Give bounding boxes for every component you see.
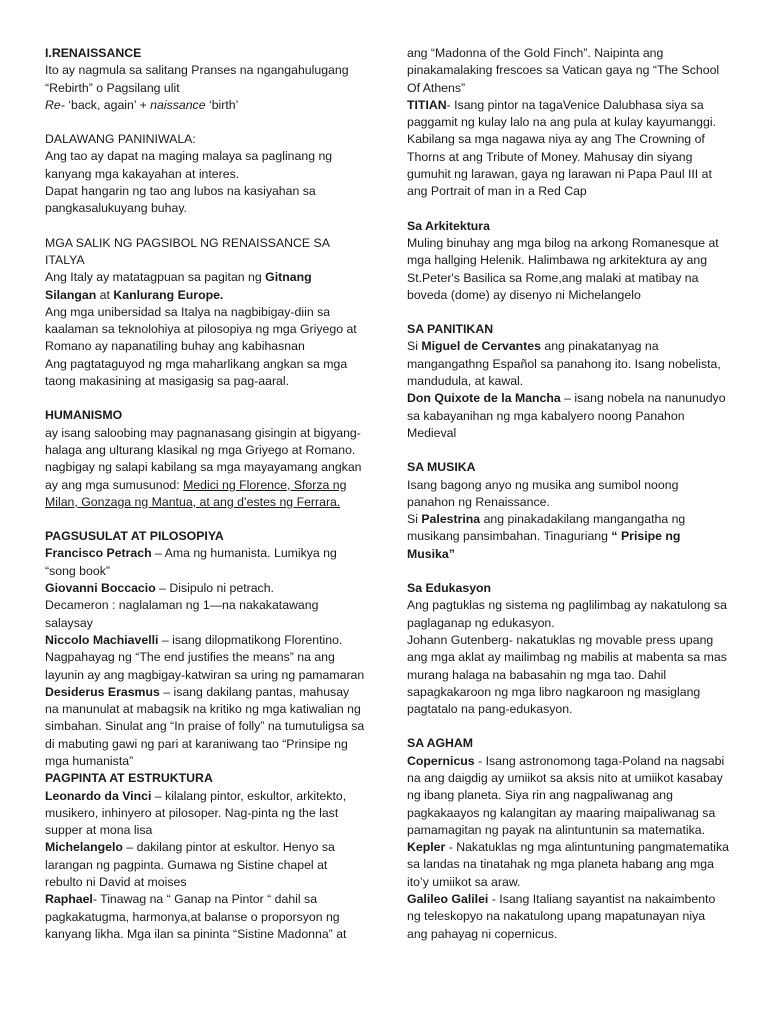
edukasyon-heading: Sa Edukasyon	[407, 581, 492, 596]
decameron-entry: Decameron : naglalaman ng 1—na nakakatawang salaysay	[45, 598, 319, 630]
cervantes-entry: Si Miguel de Cervantes ang pinakatanyag na mangangathng Español sa panahong ito. Isang nobelista, mandudula, at kawal.	[407, 339, 721, 389]
titian-entry: TITIAN- Isang pintor na tagaVenice Dalubhasa siya sa paggamit ng kulay lalo na ang pula at kulay kayumanggi. Kabilang sa mga nagawa niya ay ang The Crowning of Thorns at ang Tribute of Money. Mahusay din siyang gumuhit ng larawan, gaya ng larawan ni Papa Paul III at ang Portrait of man in a Red Cap	[407, 97, 716, 199]
humanismo-text: ay isang saloobing may pagnanasang gisingin at bigyang-halaga ang ulturang klasikal ng mga Griyego at Romano. nagbigay ng salapi kabilang sa mga mayayamang angkan ay ang mga sumusunod: Medici ng Florence, Sforza ng Milan, Gonzaga ng Mantua, at ang d’estes ng Ferrara.	[45, 425, 362, 509]
dalawang-belief-1: Ang tao ay dapat na maging malaya sa paglinang ng kanyang mga kakayahan at interes.	[45, 149, 333, 181]
edukasyon-text: Ang pagtuklas ng sistema ng paglilimbag ay nakatulong sa paglaganap ng edukasyon.	[407, 598, 727, 630]
kepler-entry: Kepler - Nakatuklas ng mga alintuntuning pangmatematika sa landas na tinatahak ng mga planeta habang ang mga ito’y umiikot sa araw.	[407, 840, 729, 889]
left-column	[45, 45, 365, 943]
humanismo-heading: HUMANISMO	[45, 408, 123, 423]
raphael-entry: Raphael- Tinawag na “ Ganap na Pintor “ dahil sa pagkakatugma, harmonya,at balanse o proporsyon ng kanyang likha. Mga ilan sa pinintа “Sistine Madonna” at	[45, 892, 347, 941]
pagpinta-heading: PAGPINTA AT ESTRUKTURA	[45, 771, 213, 786]
boccacio-entry: Giovanni Boccacio – Disipulo ni petrach.	[45, 581, 274, 596]
musika-text: Isang bagong anyo ng musika ang sumibol noong panahon ng Renaissance.	[407, 477, 679, 509]
petrach-entry: Francisco Petrach – Ama ng humanista. Lumikya ng “song book”	[45, 546, 337, 578]
renaissance-heading: I.RENAISSANCE	[45, 46, 142, 60]
renaissance-etymology: Re- ‘back, again’ + naissance ‘birth’	[45, 97, 239, 112]
dalawang-belief-2: Dapat hangarin ng tao ang lubos na kasiyahan sa pangkasalukuyang buhay.	[45, 184, 316, 216]
dalawang-heading: DALAWANG PANINIWALA:	[45, 132, 196, 147]
musika-heading: SA MUSIKA	[407, 460, 476, 475]
raphael-continued: ang “Madonna of the Gold Finch”. Naipinta ang pinakamalaking frescoes sa Vatican gaya ng “The School Of Athens”	[407, 46, 720, 95]
panitikan-heading: SA PANITIKAN	[407, 322, 494, 337]
humanismo-families: Medici ng Florence, Sforza ng Milan, Gonzaga ng Mantua, at ang d’estes ng Ferrara.	[45, 477, 347, 509]
pagsusulat-heading: PAGSUSULAT AT PILOSOPIYA	[45, 529, 224, 544]
gutenberg-entry: Johann Gutenberg- nakatuklas ng movable press upang ang mga aklat ay mailimbag ng mabilis at mabenta sa mas murang halaga na babasahin ng mga tao. Dahil sapagkakaroon ng mga libro nagkaroon ng masiglang pagtatalo na pang-edukasyon.	[407, 632, 727, 717]
davinci-entry: Leonardo da Vinci – kilalang pintor, eskultor, arkitekto, musikero, inhinyero at pilosoper. Nag-pinta ng the last supper at mona lisa	[45, 788, 347, 838]
salik-heading: MGA SALIK NG PAGSIBOL NG RENAISSANCE SA ITALYA	[45, 235, 330, 267]
arkitektura-heading: Sa Arkitektura	[407, 218, 490, 233]
right-column	[407, 45, 729, 943]
renaissance-definition: Ito ay nagmula sa salitang Pranses na ngangahulugang “Rebirth” o Pagsilang ulit	[45, 63, 349, 95]
don-quixote-entry: Don Quixote de la Mancha – isang nobela na nanunudyo sa kabayanihan ng mga kabalyero noong Panahon Medieval	[407, 391, 726, 440]
palestrina-entry: Si Palestrina ang pinakadakilang mangangatha ng musikang pansimbahan. Tinaguriang “ Prisipe ng Musika”	[407, 512, 686, 561]
agham-heading: SA AGHAM	[407, 736, 474, 751]
erasmus-entry: Desiderus Erasmus – isang dakilang pantas, mahusay na manunulat at mabagsik na kritiko ng mga katiwalian ng simbahan. Sinulat ang “In praise of folly” na tumutuligsa sa di mabuting gawi ng pari at karaniwang tao “Prinsipe ng mga humanista”	[45, 684, 365, 768]
salik-paragraph-3: Ang pagtataguyod ng mga maharlikang angkan sa mga taong makasining at masigasig sa pag-aaral.	[45, 356, 348, 389]
michelangelo-entry: Michelangelo – dakilang pintor at eskultor. Henyo sa larangan ng pagpinta. Gumawa ng Sistine chapel at rebulto ni David at moises	[45, 840, 335, 890]
copernicus-entry: Copernicus - Isang astronomong taga-Poland na nagsabi na ang daigdig ay umiikot sa aksis nito at umiikot kasabay ng ibang planeta. Siya rin ang nagpaliwanag ang pagkakaayos ng kalangitan ay maaring maipaliwanag sa pamamagitan ng payak na alintuntunin sa matematika.	[407, 753, 725, 837]
salik-paragraph-1: Ang Italy ay matatagpuan sa pagitan ng Gitnang Silangan at Kanlurang Europe.	[45, 270, 312, 302]
arkitektura-text: Muling binuhay ang mga bilog na arkong Romanesque at mga hallging Helenik. Halimbawa ng arkitektura ay ang St.Peter's Basilica sa Rome,ang malaki at matibay na boveda (dome) ay disenyo ni Michelangelo	[407, 235, 719, 302]
machiavelli-entry: Niccolo Machiavelli – isang dilopmatikong Florentino. Nagpahayag ng “The end justifies the means” na ang layunin ay ang magbigay-katwiran sa uring ng pamamaran	[45, 632, 365, 682]
salik-paragraph-2: Ang mga unibersidad sa Italya na nagbibigay-diin sa kaalaman sa teknolohiya at pilosopiya ng mga Griyego at Romano ay napanatiling buhay ang kabihasnan	[45, 304, 357, 354]
galileo-entry: Galileo Galilei - Isang Italiang sayantist na nakaimbento ng teleskopyo na nakatulong upang mapatunayan niya ang pahayag ni copernicus.	[407, 892, 716, 941]
